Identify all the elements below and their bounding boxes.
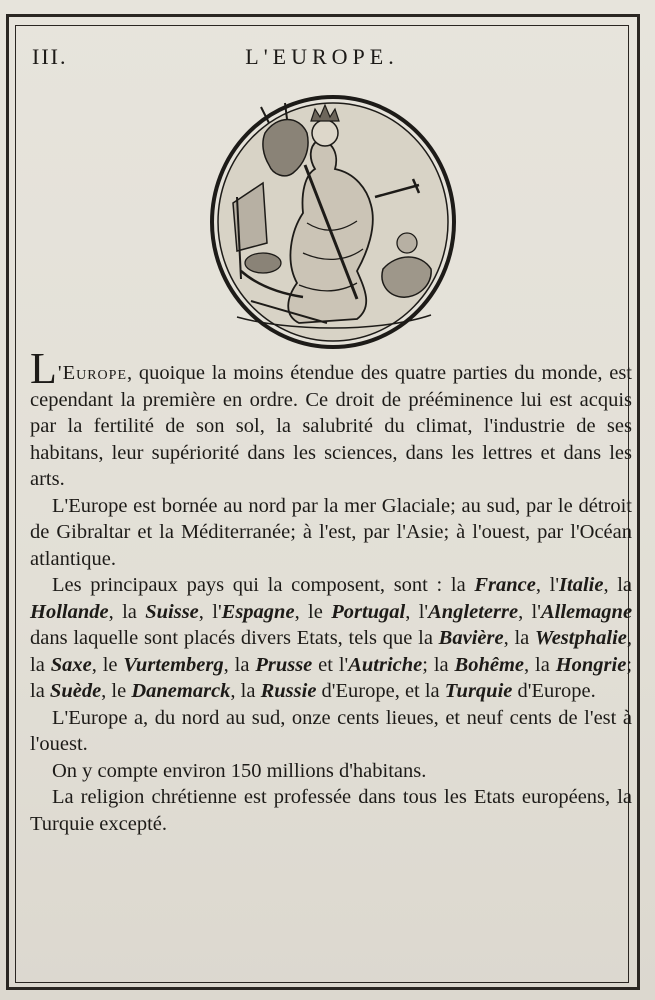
country-name: Portugal <box>331 600 406 623</box>
country-name: France <box>474 574 536 596</box>
text-segment: , l' <box>535 574 560 596</box>
text-segment: , la <box>108 600 146 623</box>
text-segment: , la <box>603 574 633 596</box>
country-name: Turquie <box>444 680 513 702</box>
text-segment: , le <box>91 653 124 676</box>
paragraph-religion: La religion chrétienne est professée dans tous les Etats européens, la Turquie excepté. <box>30 786 632 835</box>
lead-word: 'Europe <box>57 362 128 384</box>
country-name: Westphalie <box>535 627 627 649</box>
europa-medallion-icon <box>207 93 459 351</box>
country-name: Allemagne <box>540 600 633 623</box>
text-segment: , le <box>101 680 132 702</box>
paragraph-borders: L'Europe est bornée au nord par la mer Glaciale; au sud, par le détroit de Gibraltar et la Méditerranée; à l'est, par l'Asie; à l'ouest, par l'Océan atlantique. <box>30 494 632 570</box>
text-segment: , la <box>30 627 632 676</box>
card-title: L'EUROPE. <box>245 44 399 69</box>
paragraph-population: On y compte environ 150 millions d'habitans. <box>52 759 427 782</box>
text-segment: , la <box>230 680 261 702</box>
paragraph-intro <box>30 344 632 493</box>
country-name: Prusse <box>255 653 313 676</box>
paragraph-extent: L'Europe a, du nord au sud, onze cents lieues, et neuf cents de l'est à l'ouest. <box>30 706 632 755</box>
drop-cap: L <box>30 344 57 393</box>
intro-text: , quoique la moins étendue des quatre parties du monde, est cependant la première en ordre. Ce droit de prééminence lui est acquis par la fertilité de son sol, la salubrité du climat, l'industrie de ses habitans, leur supériorité dans les sciences, dans les lettres et dans les arts. <box>30 362 632 490</box>
text-segment: d'Europe. <box>512 680 596 702</box>
country-name: Suède <box>49 680 102 702</box>
country-name: Bavière <box>438 627 504 649</box>
country-name: Saxe <box>50 653 92 676</box>
country-name: Danemarck <box>131 680 231 702</box>
text-segment: , l' <box>198 600 222 623</box>
card-number: III. <box>32 44 68 69</box>
text-segment: ; la <box>422 653 455 676</box>
country-name: Suisse <box>145 600 199 623</box>
text-segment: d'Europe, et la <box>316 680 445 702</box>
text-segment: , le <box>294 600 332 623</box>
country-name: Vurtemberg <box>123 653 224 676</box>
text-segment: ; la <box>30 653 633 702</box>
text-segment: Les principaux pays qui la composent, sont : la <box>52 574 475 596</box>
country-name: Bohême <box>454 653 525 676</box>
text-segment: et l' <box>312 653 349 676</box>
country-name: Autriche <box>348 653 423 676</box>
country-name: Hongrie <box>555 653 627 676</box>
text-segment: dans laquelle sont placés divers Etats, tels que la <box>30 627 439 649</box>
paragraph-countries <box>30 572 632 705</box>
description-text <box>30 344 633 837</box>
text-segment: , la <box>223 653 256 676</box>
country-name: Angleterre <box>428 600 519 623</box>
text-segment: , l' <box>405 600 429 623</box>
country-name: Italie <box>559 574 604 596</box>
text-segment: , la <box>524 653 556 676</box>
card-header <box>20 44 624 74</box>
country-name: Espagne <box>221 600 295 623</box>
country-name: Russie <box>260 680 317 702</box>
text-segment: , la <box>503 627 535 649</box>
country-name: Hollande <box>30 600 109 623</box>
text-segment: , l' <box>518 600 541 623</box>
